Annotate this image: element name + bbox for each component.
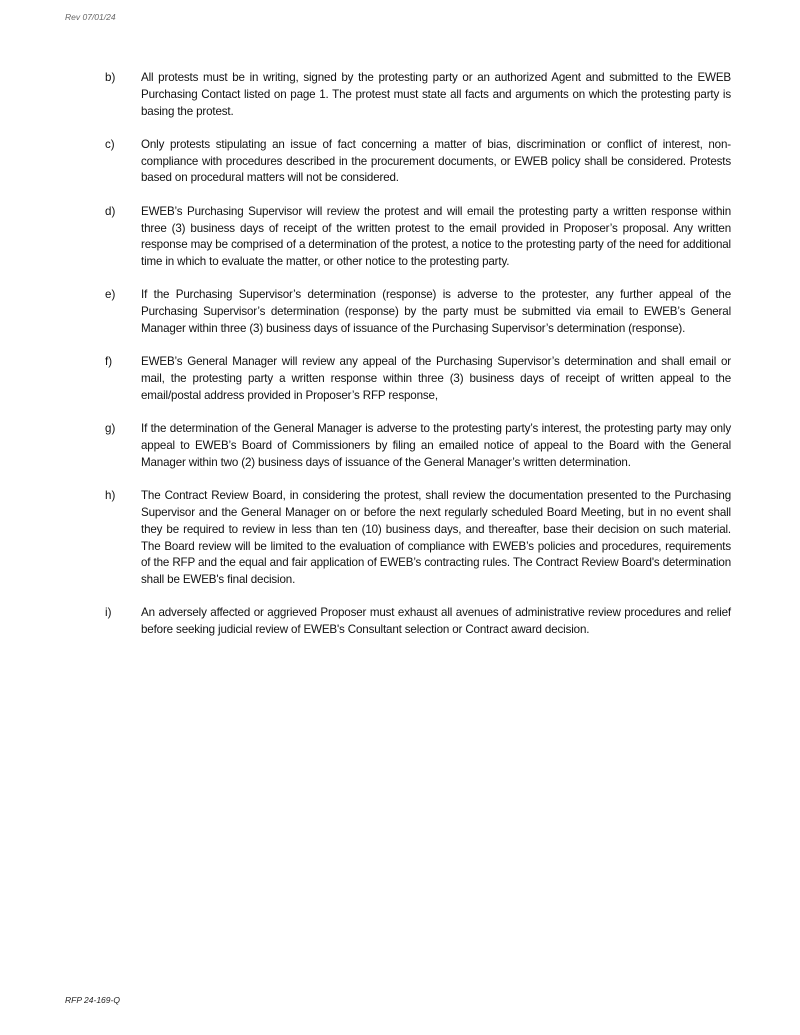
item-text: EWEB’s Purchasing Supervisor will review the protest and will email the protesting party a written response within three (3) business days of receipt of the written protest to the email provided in Proposer’s proposal. Any written response may be comprised of a determination of the protest, a notice to the protesting party of the need for additional time in which to evaluate the matter, or other notice to the protesting party.	[141, 204, 731, 269]
protest-procedure-list	[105, 70, 731, 656]
item-text: The Contract Review Board, in considering the protest, shall review the documentation presented to the Purchasing Supervisor and the General Manager on or before the next regularly scheduled Board Meeting, but in no event shall they be required to review in less than ten (10) business days, and thereafter, base their decision on such material. The Board review will be limited to the evaluation of compliance with EWEB’s policies and procedures, requirements of the RFP and the equal and fair application of EWEB’s contracting rules. The Contract Review Board's determination shall be EWEB's final decision.	[141, 489, 731, 587]
list-item-f	[105, 354, 731, 404]
list-item-h	[105, 488, 731, 589]
list-item-c	[105, 137, 731, 187]
revision-header: Rev 07/01/24	[65, 12, 116, 22]
item-label: h)	[105, 489, 116, 503]
document-id-footer: RFP 24-169-Q	[65, 995, 120, 1005]
item-text: If the Purchasing Supervisor’s determination (response) is adverse to the protester, any further appeal of the Purchasing Supervisor’s determination (response) by the party must be submitted via email to EWEB’s General Manager within three (3) business days of issuance of the Purchasing Supervisor’s determination (response).	[141, 288, 731, 336]
list-item-e	[105, 287, 731, 337]
item-text: An adversely affected or aggrieved Proposer must exhaust all avenues of administrative review procedures and relief before seeking judicial review of EWEB's Consultant selection or Contract award decision.	[141, 606, 731, 637]
item-label: g)	[105, 422, 116, 436]
item-label: c)	[105, 137, 115, 151]
item-text: All protests must be in writing, signed by the protesting party or an authorized Agent and submitted to the EWEB Purchasing Contact listed on page 1. The protest must state all facts and arguments on which the protesting party is basing the protest.	[141, 71, 731, 118]
item-text: Only protests stipulating an issue of fact concerning a matter of bias, discrimination or conflict of interest, non-compliance with procedures described in the procurement documents, or EWEB policy shall be considered. Protests based on procedural matters will not be considered.	[141, 137, 731, 185]
item-text: EWEB’s General Manager will review any appeal of the Purchasing Supervisor’s determination and shall email or mail, the protesting party a written response within three (3) business days of receipt of written appeal to the email/postal address provided in Proposer’s RFP response,	[141, 355, 731, 402]
list-item-d	[105, 204, 731, 271]
item-label: b)	[105, 71, 116, 84]
item-label: i)	[105, 606, 112, 620]
list-item-g	[105, 421, 731, 471]
list-item-b	[105, 70, 731, 120]
item-text: If the determination of the General Manager is adverse to the protesting party’s interest, the protesting party may only appeal to EWEB’s Board of Commissioners by filing an emailed notice of appeal to the Board with the General Manager within two (2) business days of issuance of the General Manager’s written determination.	[141, 422, 731, 469]
list-item-i	[105, 605, 731, 639]
item-label: d)	[105, 204, 116, 218]
item-label: f)	[105, 355, 113, 369]
item-label: e)	[105, 288, 116, 302]
